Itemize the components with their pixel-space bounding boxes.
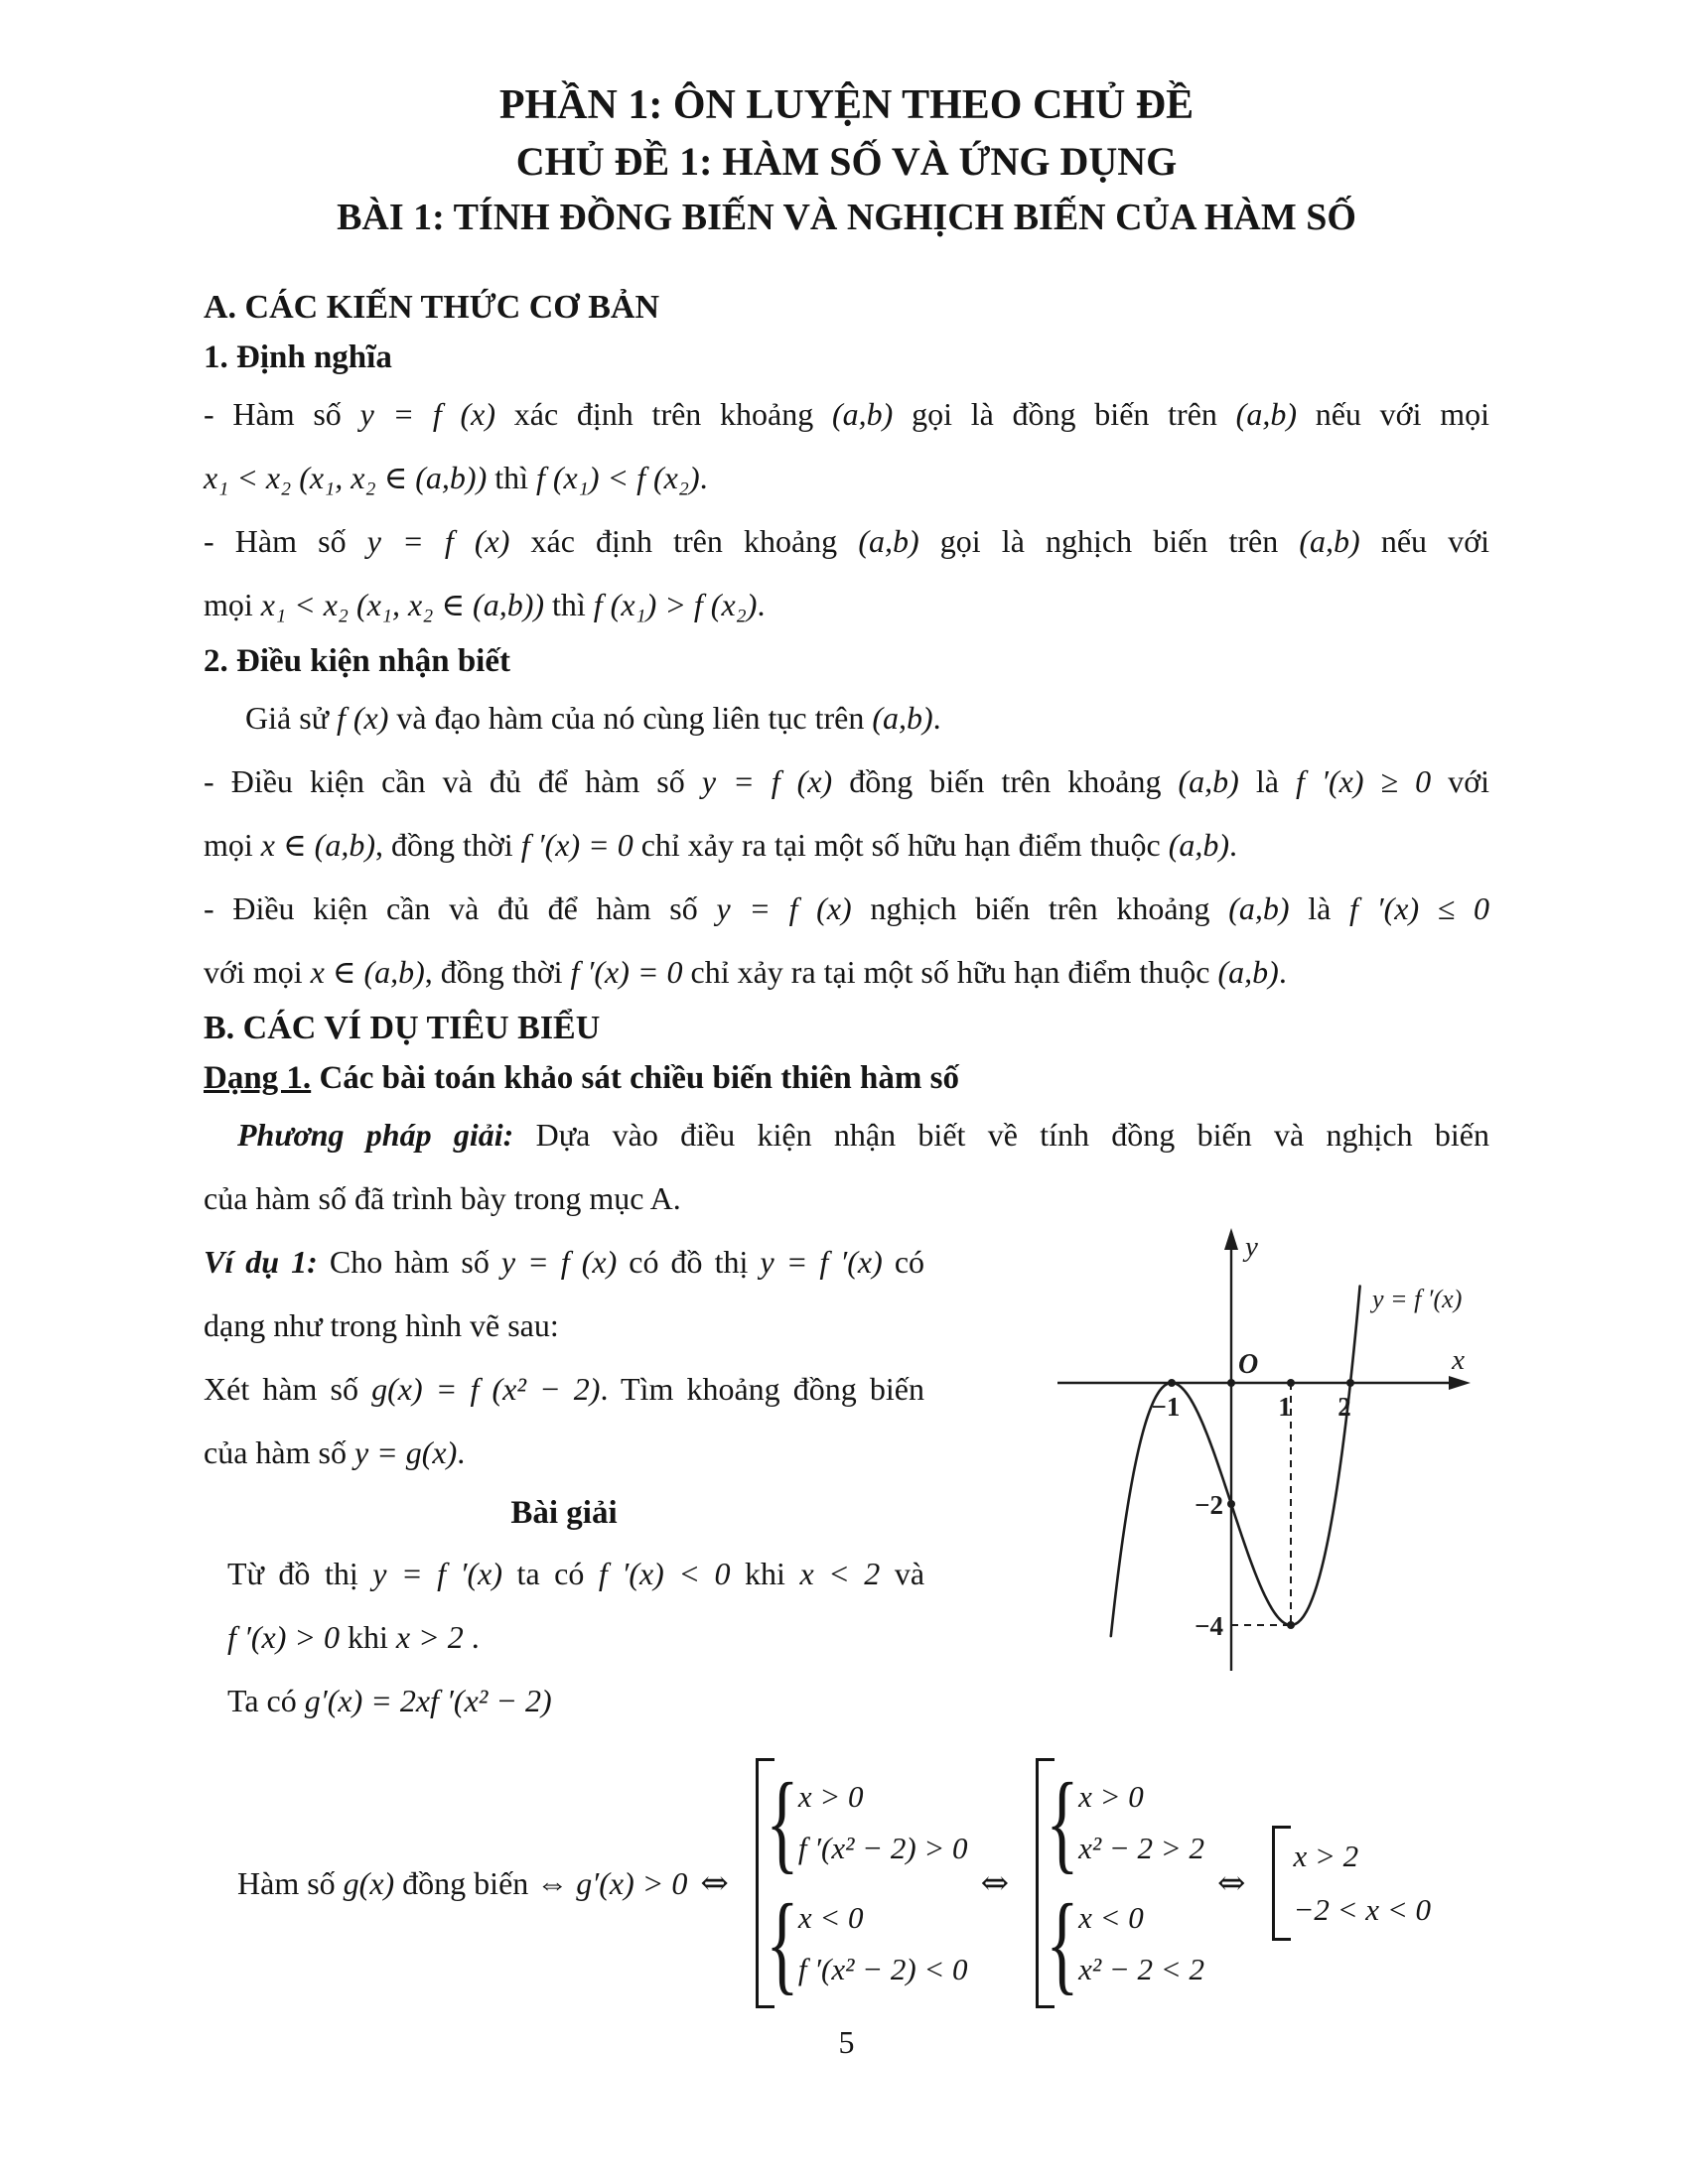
section-b-heading: B. CÁC VÍ DỤ TIÊU BIỂU bbox=[204, 1010, 601, 1046]
solution-heading: Bài giải bbox=[510, 1495, 618, 1531]
system-lines: x > 0 f ′(x² − 2) > 0 bbox=[797, 1779, 968, 1865]
curly-brace bbox=[1049, 1767, 1076, 1878]
title-topic: CHỦ ĐỀ 1: HÀM SỐ VÀ ỨNG DỤNG bbox=[515, 139, 1178, 184]
curly-brace bbox=[769, 1888, 796, 1999]
svg-text:y: y bbox=[1245, 1231, 1258, 1263]
curly-brace bbox=[769, 1767, 796, 1878]
subheading-dinh-nghia: 1. Định nghĩa bbox=[204, 340, 392, 375]
title-part: PHẦN 1: ÔN LUYỆN THEO CHỦ ĐỀ bbox=[498, 82, 1195, 128]
svg-text:−4: −4 bbox=[1195, 1611, 1223, 1641]
svg-text:2: 2 bbox=[1337, 1392, 1351, 1422]
derivative-graph-svg bbox=[1028, 1186, 1569, 1683]
text-line: với mọi x ∈ (a,b), đồng thời f ′(x) = 0 chỉ xảy ra tại một số hữu hạn điểm thuộc (a,b). bbox=[204, 954, 1287, 990]
text-line: Ví dụ 1: Cho hàm số y = f (x) có đồ thị y = f ′(x) có bbox=[204, 1244, 925, 1280]
text-line: dạng như trong hình vẽ sau: bbox=[204, 1307, 559, 1343]
text-line: - Hàm số y = f (x) xác định trên khoảng (a,b) gọi là đồng biến trên (a,b) nếu với mọi bbox=[204, 396, 1490, 432]
svg-text:x: x bbox=[1452, 1344, 1465, 1376]
text-line: f ′(x) > 0 khi x > 2 . bbox=[227, 1619, 480, 1655]
text-line: Xét hàm số g(x) = f (x² − 2). Tìm khoảng đồng biến bbox=[204, 1371, 924, 1407]
section-a-heading: A. CÁC KIẾN THỨC CƠ BẢN bbox=[204, 289, 660, 326]
system-4 bbox=[1049, 1888, 1204, 1999]
system-lines: x > 0 x² − 2 > 2 bbox=[1078, 1779, 1204, 1865]
equiv-arrow: ⇔ bbox=[980, 1863, 1010, 1903]
or-bracket-1 bbox=[756, 1758, 968, 2008]
subheading-dieu-kien: 2. Điều kiện nhận biết bbox=[204, 643, 510, 679]
text-line: x₁ < x₂ (x₁, x₂ ∈ (a,b)) thì f (x₁) < f (x₂). bbox=[204, 460, 708, 495]
svg-text:−1: −1 bbox=[1151, 1392, 1181, 1422]
final-answer-lines: x > 2 −2 < x < 0 bbox=[1293, 1839, 1431, 1927]
equation-lead: Hàm số g(x) đồng biến ⇔ g′(x) > 0 bbox=[237, 1864, 688, 1901]
equiv-arrow: ⇔ bbox=[700, 1863, 729, 1903]
text-line: mọi x ∈ (a,b), đồng thời f ′(x) = 0 chỉ xảy ra tại một số hữu hạn điểm thuộc (a,b). bbox=[204, 827, 1237, 863]
document-header bbox=[204, 77, 1489, 245]
equiv-arrow: ⇔ bbox=[1216, 1863, 1246, 1903]
text-line: - Điều kiện cần và đủ để hàm số y = f (x) nghịch biến trên khoảng (a,b) là f ′(x) ≤ 0 bbox=[204, 890, 1490, 926]
spacer bbox=[204, 245, 1489, 283]
text-line: mọi x₁ < x₂ (x₁, x₂ ∈ (a,b)) thì f (x₁) > f (x₂). bbox=[204, 587, 766, 622]
svg-text:O: O bbox=[1238, 1349, 1259, 1380]
title-lesson: BÀI 1: TÍNH ĐỒNG BIẾN VÀ NGHỊCH BIẾN CỦA HÀM SỐ bbox=[337, 197, 1356, 238]
text-line: - Điều kiện cần và đủ để hàm số y = f (x) đồng biến trên khoảng (a,b) là f ′(x) ≥ 0 với bbox=[204, 763, 1490, 799]
text-line: của hàm số đã trình bày trong mục A. bbox=[204, 1180, 681, 1216]
text-line: - Hàm số y = f (x) xác định trên khoảng (a,b) gọi là nghịch biến trên (a,b) nếu với bbox=[204, 523, 1489, 559]
or-bracket-final bbox=[1272, 1826, 1431, 1941]
conclusion-equation bbox=[237, 1758, 1489, 2008]
curly-brace bbox=[1049, 1888, 1076, 1999]
text-line: Ta có g′(x) = 2xf ′(x² − 2) bbox=[227, 1683, 552, 1718]
svg-text:1: 1 bbox=[1278, 1392, 1292, 1422]
page-number: 5 bbox=[838, 2024, 855, 2060]
svg-text:−2: −2 bbox=[1195, 1490, 1223, 1520]
system-3 bbox=[1049, 1767, 1204, 1878]
system-2 bbox=[769, 1888, 968, 1999]
text-line: Từ đồ thị y = f ′(x) ta có f ′(x) < 0 khi x < 2 và bbox=[227, 1556, 925, 1591]
system-lines: x < 0 f ′(x² − 2) < 0 bbox=[797, 1900, 968, 1986]
dang-1-heading: Dạng 1. Các bài toán khảo sát chiều biến thiên hàm số bbox=[204, 1060, 959, 1096]
text-line: Phương pháp giải: Dựa vào điều kiện nhận biết về tính đồng biến và nghịch biến bbox=[237, 1117, 1490, 1153]
or-bracket-2 bbox=[1036, 1758, 1204, 2008]
system-lines: x < 0 x² − 2 < 2 bbox=[1078, 1900, 1204, 1986]
system-1 bbox=[769, 1767, 968, 1878]
section-knowledge bbox=[204, 283, 1489, 1004]
text-line: của hàm số y = g(x). bbox=[204, 1434, 466, 1470]
derivative-graph-figure bbox=[1028, 1186, 1569, 1683]
svg-text:y = f ′(x): y = f ′(x) bbox=[1372, 1285, 1463, 1313]
text-line: Giả sử f (x) và đạo hàm của nó cùng liên tục trên (a,b). bbox=[245, 700, 941, 736]
